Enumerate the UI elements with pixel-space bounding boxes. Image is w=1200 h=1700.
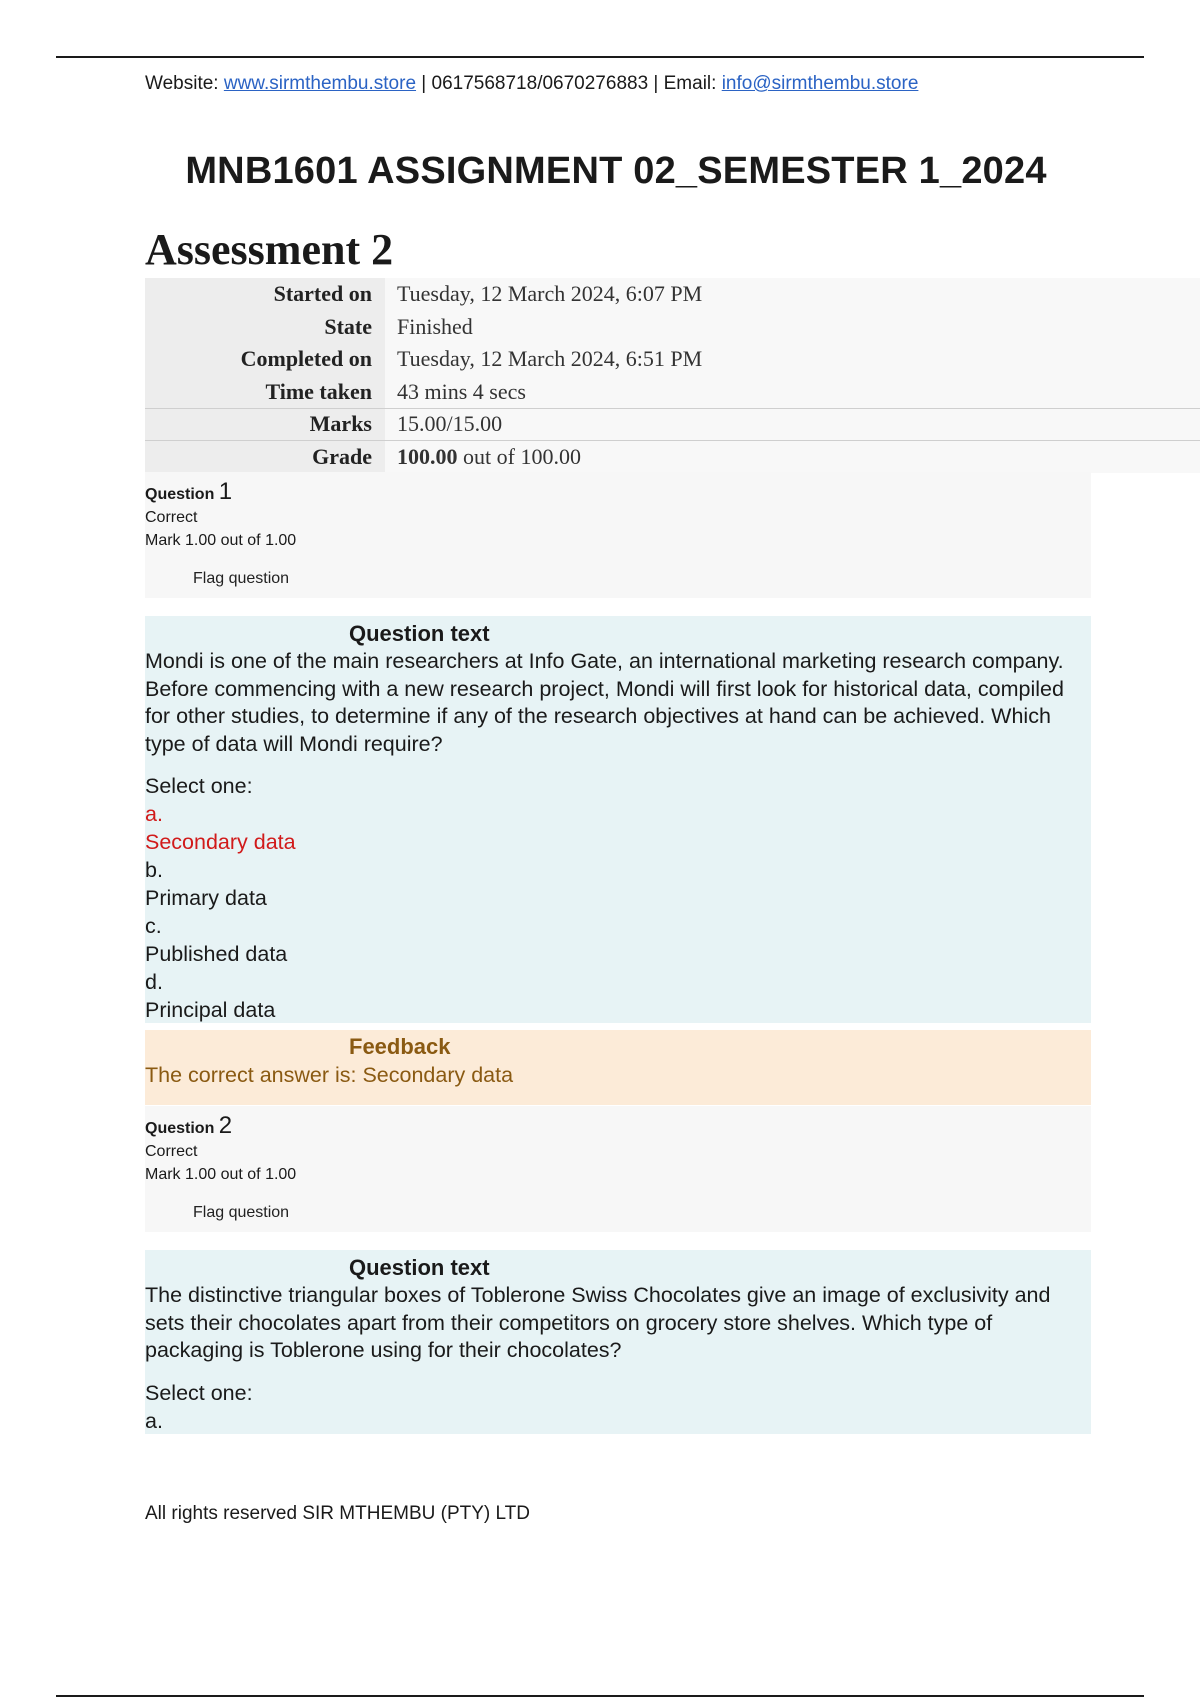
option-text[interactable]: Secondary data — [145, 830, 296, 854]
question-state: Correct — [145, 1143, 198, 1160]
question-text-label: Question text — [349, 621, 490, 646]
question-label: Question — [145, 1120, 219, 1137]
document-title: MNB1601 ASSIGNMENT 02_SEMESTER 1_2024 — [185, 150, 1047, 192]
grade-total: out of 100.00 — [457, 444, 581, 469]
question-2-info — [145, 1106, 1091, 1232]
summary-value: Tuesday, 12 March 2024, 6:07 PM — [385, 278, 1200, 311]
summary-value: Finished — [385, 311, 1200, 344]
flag-question-link[interactable]: Flag question — [193, 570, 290, 587]
select-one-prompt: Select one: — [145, 1380, 253, 1405]
question-text: The distinctive triangular boxes of Toblerone Swiss Chocolates give an image of exclusivity and sets their chocolates apart from their competitors on grocery store shelves. Which type of packaging is Toblerone using for their chocolates? — [145, 1283, 1051, 1362]
grade-value: 100.00 — [397, 444, 458, 469]
option-text[interactable]: Published data — [145, 942, 288, 966]
top-rule — [56, 56, 1144, 58]
summary-key: Time taken — [145, 376, 385, 409]
summary-key: Started on — [145, 278, 385, 311]
summary-value: Tuesday, 12 March 2024, 6:51 PM — [385, 343, 1200, 376]
option-text[interactable]: Principal data — [145, 998, 276, 1022]
summary-key: State — [145, 311, 385, 344]
assessment-title: Assessment 2 — [145, 225, 394, 274]
question-mark: Mark 1.00 out of 1.00 — [145, 532, 297, 549]
option-letter[interactable]: a. — [145, 802, 163, 826]
question-2-text-block — [145, 1250, 1091, 1434]
question-text-label: Question text — [349, 1255, 490, 1280]
option-letter[interactable]: b. — [145, 858, 163, 882]
bottom-rule — [56, 1695, 1144, 1697]
question-mark: Mark 1.00 out of 1.00 — [145, 1166, 297, 1183]
feedback-label: Feedback — [349, 1034, 451, 1059]
email-link[interactable]: info@sirmthembu.store — [721, 73, 919, 94]
summary-value: 43 mins 4 secs — [385, 376, 1200, 409]
option-letter[interactable]: c. — [145, 914, 162, 938]
question-1-feedback — [145, 1030, 1091, 1105]
website-link[interactable]: www.sirmthembu.store — [223, 73, 417, 94]
question-number — [145, 478, 1091, 506]
summary-row — [145, 408, 1200, 441]
contact-header — [145, 73, 918, 95]
question-1-info — [145, 472, 1091, 598]
attempt-summary-table — [145, 278, 1200, 473]
question-label: Question — [145, 486, 219, 503]
summary-key: Grade — [145, 441, 385, 474]
summary-value: 15.00/15.00 — [385, 408, 1200, 441]
question-text: Mondi is one of the main researchers at Info Gate, an international marketing research company. Before commencing with a new research project, Mondi will first look for historical data, compiled for other studies, to determine if any of the research objectives at hand can be achieved. Which type of data will Mondi require? — [145, 649, 1064, 756]
option-letter[interactable]: d. — [145, 970, 163, 994]
summary-row — [145, 441, 1200, 474]
flag-question-link[interactable]: Flag question — [193, 1204, 290, 1221]
summary-row — [145, 376, 1200, 409]
select-one-prompt: Select one: — [145, 774, 253, 798]
summary-row — [145, 278, 1200, 311]
summary-key: Completed on — [145, 343, 385, 376]
option-text[interactable]: Primary data — [145, 886, 267, 910]
option-letter[interactable]: a. — [145, 1408, 163, 1433]
question-number-value: 1 — [218, 478, 233, 505]
website-label: Website: — [145, 73, 224, 94]
question-state: Correct — [145, 509, 198, 526]
question-number — [145, 1112, 1091, 1140]
question-number-value: 2 — [218, 1112, 233, 1139]
summary-value — [385, 441, 1200, 474]
summary-key: Marks — [145, 408, 385, 441]
summary-row — [145, 311, 1200, 344]
summary-row — [145, 343, 1200, 376]
copyright-footer: All rights reserved SIR MTHEMBU (PTY) LTD — [145, 1503, 530, 1524]
feedback-text: The correct answer is: Secondary data — [145, 1063, 514, 1087]
phone-numbers: | 0617568718/0670276883 | Email: — [416, 73, 722, 94]
question-1-text-block — [145, 616, 1091, 1023]
